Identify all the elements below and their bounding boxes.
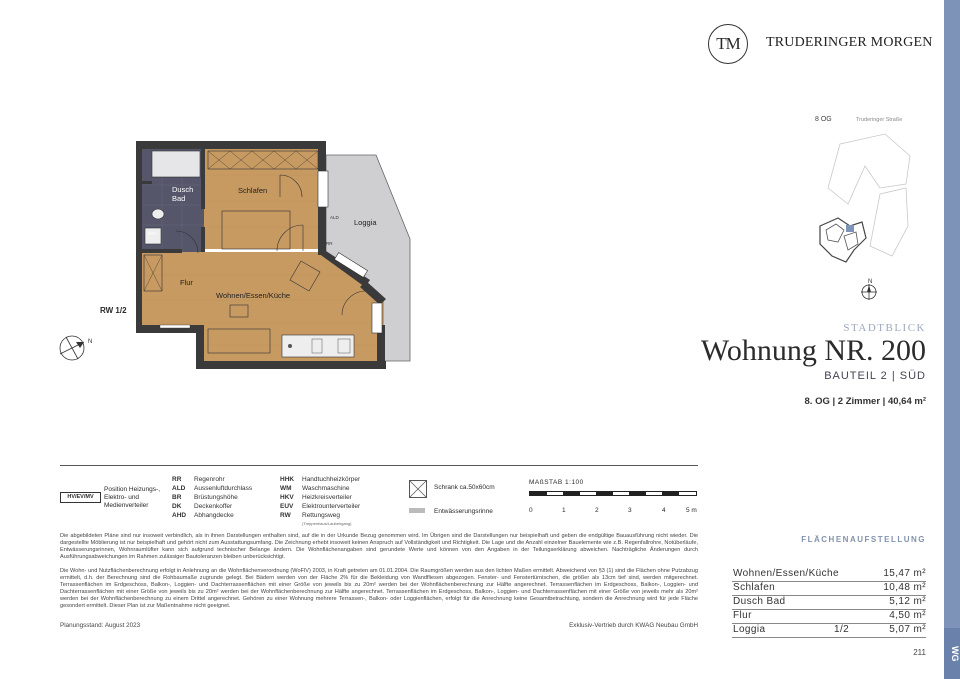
planning-status: Planungsstand: August 2023	[60, 622, 141, 629]
keyplan-floor: 8 OG	[815, 116, 832, 123]
area-row: Dusch Bad 5,12 m²	[732, 595, 926, 610]
keyplan-map	[810, 126, 920, 301]
scale-bar	[529, 491, 697, 496]
wm-label: WM	[148, 231, 156, 236]
kitchen-counter	[282, 335, 354, 357]
brand-name: TRUDERINGER MORGEN	[766, 35, 933, 50]
hvev-legend-desc: Position Heizungs-, Elektro- und Medienverteiler	[104, 486, 160, 509]
schrank-legend-icon	[409, 480, 427, 498]
floor-plan	[50, 135, 425, 375]
rw-label: RW 1/2	[100, 306, 127, 315]
scale-number: 0	[529, 507, 533, 514]
legend-abbrev-col1: RR Regenrohr ALD Aussenluftdurchlass BR Brüstungshöhe DK Deckenkoffer AHD Abhangdecke	[172, 476, 253, 519]
flat-info: 8. OG | 2 Zimmer | 40,64 m²	[804, 396, 926, 407]
area-row: Schlafen 10,48 m²	[732, 581, 926, 596]
room-label-flur: Flur	[180, 278, 193, 287]
page-number: 211	[913, 648, 926, 657]
hvev-label: HV/EV/MV	[168, 328, 188, 333]
legend-divider	[60, 465, 698, 466]
keyplan-highlight	[846, 225, 854, 232]
scale-number: 1	[562, 507, 566, 514]
ald-label: ALD	[330, 215, 339, 220]
room-label-wohnen: Wohnen/Essen/Küche	[216, 291, 291, 300]
legend-abbrev-col2: HHK Handtuchheizkörper WM Waschmaschine HKV Heizkreisverteiler EUV Elektrounterverteiler RW Rettungsweg (Treppenhaus/Laubengang)	[280, 476, 361, 526]
scale-number: 4	[662, 507, 666, 514]
rr-label: RR	[326, 241, 333, 246]
keyplan-street: Truderinger Straße	[856, 117, 903, 123]
bauteil-label: BAUTEIL 2 | SÜD	[824, 370, 926, 382]
keyplan-building	[820, 218, 866, 262]
room-label-loggia: Loggia	[354, 218, 377, 227]
svg-text:N: N	[88, 339, 93, 345]
brand-logo: TM	[708, 24, 748, 64]
areas-title: FLÄCHENAUFSTELLUNG	[801, 535, 926, 544]
room-label-dusch: Dusch Bad	[172, 185, 194, 203]
scale-number: 5 m	[686, 507, 697, 514]
shower-tray	[152, 151, 200, 177]
svg-text:N: N	[868, 279, 873, 285]
plan-compass-icon	[60, 336, 92, 360]
accent-sidebar	[944, 0, 960, 679]
room-label-schlafen: Schlafen	[238, 186, 268, 195]
rinne-legend-icon	[409, 508, 425, 513]
toilet	[152, 209, 164, 219]
page-title: Wohnung NR. 200	[700, 334, 926, 367]
hvev-legend-box: HV/EV/MV	[60, 492, 101, 503]
side-tab: WG	[944, 628, 960, 679]
area-row: Loggia 1/2 5,07 m²	[732, 623, 926, 638]
scale-label: MAßSTAB 1:100	[529, 479, 584, 486]
bedroom-window	[318, 171, 328, 207]
area-row: Wohnen/Essen/Küche 15,47 m²	[732, 567, 926, 582]
area-row: Flur 4,50 m²	[732, 609, 926, 624]
north-arrow	[861, 279, 877, 300]
area-calc-text: Die Wohn- und Nutzflächenberechnung erfolgt in Anlehnung an die Wohnflächenverordnung (WoFlV) 2003, in Kraft getreten am 01.01.2004. Die Raumgrößen werden aus den lichten Maßen ermittelt. Abweichend von §3 (1) sind die Flächen ohne Putzabzug ermittelt, d.h. der Berechnung sind die Rohbaumaße zugrunde gelegt. Bei Bädern werden von der Fläche 2% für die Bekleidung von Wandfliesen abgezogen. Fenster- und Fenstertürnischen, die größer als 13cm tief sind, werden mitgerechnet. Terrassenflächen im Erdgeschoss, Balkon-, Loggien- und Dachterrassenflächen mit einer Größe von jeweils bis zu 20m² werden bei der Wohnflächenberechnung zur Hälfte angerechnet. Terrassenflächen im Erdgeschoss, Balkon-, Loggien- und Dachterrassenflächen mit einer Größe von jeweils bis zu 20m² werden bei der Wohnflächenberechnung zur Hälfte angerechnet. Terrassenflächen im Erdgeschoss, Balkon-, Loggien- und Dachterrassenflächen mit einer Größe von jeweils mehr als 20m² werden bei der Wohnflächenberechnung zu einem Drittel angerechnet. Gehören zu einer Wohnung mehrere Terrassen-, Balkon- oder Loggienflächen, erfolgt für die Anrechnung keine Gesamtbetrachtung, sondern die Anrechnung wird für jede Fläche gesondert ermittelt. Dieser Plan ist zur Maßentnahme nicht geeignet.	[60, 568, 698, 609]
rinne-legend-label: Entwässerungsrinne	[434, 508, 493, 515]
series-label: STADTBLICK	[843, 322, 926, 334]
disclaimer-text: Die abgebildeten Pläne sind nur insoweit verbindlich, als in ihnen Darstellungen enthalten sind, auf die in der Urkunde Bezug genommen wird. Im Übrigen sind die Darstellungen nur beispielhaft und geben die endgültige Bauausführung nicht wieder. Die dargestellte Möblierung ist nur beispielhaft und gehört nicht zum Ausstattungsumfang. Die Zeichnung erhebt insoweit keinen Anspruch auf Vollständigkeit und Richtigkeit. Die Lage und die Anzahl einzelner Bauelemente wie z.B. Regenfallrohre, Notüberläufe, Entwässerungsrinnen, Wohnraumlüfter kann sich aufgrund technischer Belange ändern. Die Wohnflächenangaben sind gerundete Werte und können von den Angaben in der Teilungserklärung abweichen. Nachträgliche Änderungen durch Ausführungsabweichungen im Rahmen zulässiger Bautoleranzen bleiben unberücksichtigt.	[60, 533, 698, 560]
distribution-note: Exklusiv-Vertrieb durch KWAG Neubau GmbH	[569, 622, 698, 629]
scale-number: 3	[628, 507, 632, 514]
scale-number: 2	[595, 507, 599, 514]
schrank-legend-label: Schrank ca.50x60cm	[434, 484, 495, 491]
living-window	[372, 303, 382, 333]
